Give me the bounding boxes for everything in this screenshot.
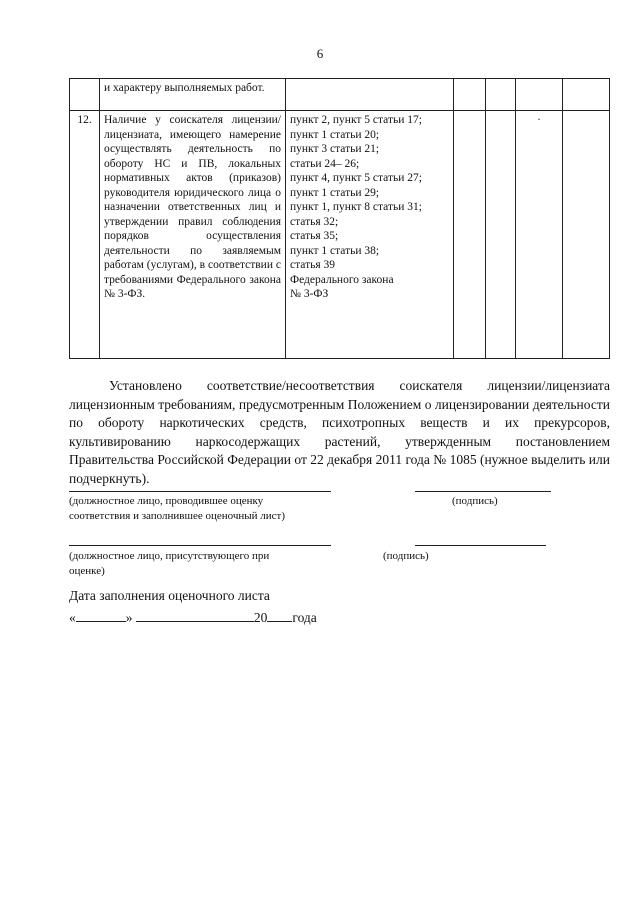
table-row [70, 111, 610, 359]
requirement-text: и характеру выполняемых работ. [104, 82, 265, 94]
signature-line [415, 545, 546, 546]
day-blank [76, 608, 126, 622]
mark-cell [454, 79, 486, 111]
assessment-table [69, 78, 610, 359]
open-quote: « [69, 610, 76, 625]
close-quote: » [125, 610, 133, 625]
mark-cell [563, 79, 610, 111]
mark-cell: · [516, 111, 563, 359]
present-official-name-line [69, 545, 331, 546]
legal-reference-cell [286, 79, 454, 111]
month-blank [136, 608, 254, 622]
year-blank [267, 608, 292, 622]
requirement-text: Наличие у соискателя лицензии/лицензиата, имеющего намерение осуществлять деятельность по обороту НС и ПВ, локальных нормативных актов (приказов) руководителя юридического лица о назначении ответственных лиц и утверждении правил соблюдения порядков осуществления деятельности по заявляемым работам (услугам), в соответствии с требованиями Федерального закона № 3-ФЗ. [104, 114, 281, 300]
year-suffix: года [292, 610, 317, 625]
signature-caption: (подпись) [383, 550, 429, 562]
requirement-cell [100, 79, 286, 111]
mark-cell [454, 111, 486, 359]
row-number: 12. [70, 111, 100, 359]
table-row [70, 79, 610, 111]
mark-cell [486, 111, 516, 359]
present-official-caption: (должностное лицо, присутствующего при оценке) [69, 550, 270, 577]
date-title: Дата заполнения оценочного листа [69, 588, 270, 603]
official-caption: (должностное лицо, проводившее оценку соответствия и заполнившее оценочный лист) [69, 495, 286, 522]
conclusion-paragraph: Установлено соответствие/несоответствия соискателя лицензии/лицензиата лицензионным требованиям, предусмотренным Положением о лицензировании деятельности по обороту наркотических средств, психотропных веществ и их прекурсоров, культивированию наркосодержащих растений, утвержденным постановлением Правительства Российской Федерации от 22 декабря 2011 года № 1085 (нужное выделить или подчеркнуть). [69, 378, 610, 486]
year-prefix: 20 [253, 610, 268, 625]
row-number [70, 79, 100, 111]
mark-cell [516, 79, 563, 111]
requirement-cell [100, 111, 286, 359]
date-row [69, 608, 317, 626]
page-number: 6 [316, 46, 324, 61]
signature-caption: (подпись) [452, 495, 498, 507]
mark-cell [486, 79, 516, 111]
official-name-line [69, 491, 331, 492]
mark-cell [563, 111, 610, 359]
legal-reference-cell: пункт 2, пункт 5 статьи 17; пункт 1 статьи 20; пункт 3 статьи 21; статьи 24– 26; пункт 4, пункт 5 статьи 27; пункт 1 статьи 29; пункт 1, пункт 8 статьи 31; статья 32; статья 35; пункт 1 статьи 38; статья 39 Федерального закона № 3-ФЗ [286, 111, 454, 359]
signature-line [415, 491, 551, 492]
